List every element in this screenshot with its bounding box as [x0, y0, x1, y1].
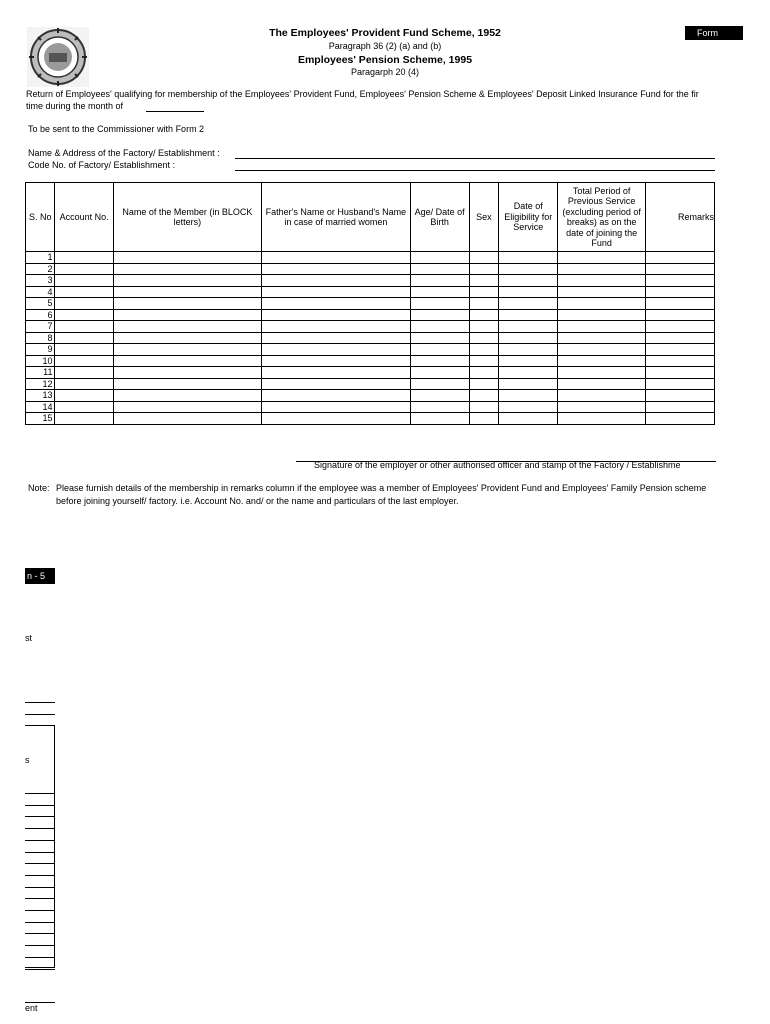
table-cell[interactable] — [262, 378, 411, 390]
table-cell[interactable] — [113, 286, 261, 298]
table-cell[interactable] — [410, 298, 469, 310]
table-cell[interactable] — [645, 332, 714, 344]
fragment-row-line — [25, 828, 55, 829]
table-row — [26, 401, 715, 413]
table-cell[interactable] — [113, 401, 261, 413]
table-row — [26, 390, 715, 402]
table-cell[interactable] — [410, 355, 469, 367]
table-cell[interactable] — [410, 332, 469, 344]
table-cell[interactable] — [262, 286, 411, 298]
table-cell[interactable] — [558, 378, 646, 390]
table-cell[interactable] — [55, 378, 113, 390]
table-cell[interactable] — [113, 252, 261, 264]
table-cell[interactable] — [499, 413, 558, 425]
table-cell[interactable] — [262, 263, 411, 275]
table-cell[interactable] — [469, 401, 499, 413]
table-cell[interactable] — [113, 321, 261, 333]
table-cell[interactable] — [55, 413, 113, 425]
table-cell[interactable] — [499, 378, 558, 390]
table-row — [26, 332, 715, 344]
row-number: 1 — [26, 252, 55, 264]
table-cell[interactable] — [262, 252, 411, 264]
table-row — [26, 378, 715, 390]
table-row — [26, 344, 715, 356]
table-cell[interactable] — [113, 367, 261, 379]
col-header-eligibility: Date of Eligibility for Service — [499, 183, 558, 252]
intro-text-month: time during the month of — [26, 101, 124, 111]
table-cell[interactable] — [645, 355, 714, 367]
fragment-line-2 — [25, 714, 55, 715]
table-cell[interactable] — [558, 252, 646, 264]
fragment-row-line — [25, 793, 55, 794]
table-row — [26, 321, 715, 333]
fragment-line-1 — [25, 702, 55, 703]
sent-to-text: To be sent to the Commissioner with Form 2 — [28, 124, 205, 134]
table-cell[interactable] — [645, 378, 714, 390]
table-cell[interactable] — [469, 390, 499, 402]
table-cell[interactable] — [410, 263, 469, 275]
col-header-sex: Sex — [469, 183, 499, 252]
fragment-row-line — [25, 852, 55, 853]
table-cell[interactable] — [469, 298, 499, 310]
table-cell[interactable] — [55, 252, 113, 264]
table-cell[interactable] — [558, 263, 646, 275]
table-cell[interactable] — [499, 298, 558, 310]
table-cell[interactable] — [558, 286, 646, 298]
table-cell[interactable] — [645, 413, 714, 425]
table-cell[interactable] — [469, 321, 499, 333]
table-cell[interactable] — [55, 309, 113, 321]
table-cell[interactable] — [499, 390, 558, 402]
table-cell[interactable] — [55, 286, 113, 298]
table-cell[interactable] — [113, 275, 261, 287]
table-cell[interactable] — [499, 275, 558, 287]
table-cell[interactable] — [645, 275, 714, 287]
table-row — [26, 298, 715, 310]
table-cell[interactable] — [499, 332, 558, 344]
intro-text: Return of Employees' qualifying for membership of the Employees' Provident Fund, Employees' Pension Scheme & Employees' Deposit Linked Insurance Fund for the fir — [26, 89, 699, 99]
col-header-account: Account No. — [55, 183, 113, 252]
table-cell[interactable] — [558, 309, 646, 321]
table-cell[interactable] — [558, 298, 646, 310]
col-header-member-name: Name of the Member (in BLOCK letters) — [113, 183, 261, 252]
table-cell[interactable] — [558, 275, 646, 287]
table-cell[interactable] — [469, 275, 499, 287]
table-cell[interactable] — [499, 252, 558, 264]
fragment-row-line — [25, 887, 55, 888]
col-header-previous-service: Total Period of Previous Service (excluding period of breaks) as on the date of joining the Fund — [558, 183, 646, 252]
fragment-table — [25, 725, 55, 968]
table-cell[interactable] — [262, 298, 411, 310]
form-number-tag: Form — [685, 26, 743, 40]
table-cell[interactable] — [410, 252, 469, 264]
table-cell[interactable] — [410, 367, 469, 379]
table-cell[interactable] — [499, 309, 558, 321]
table-cell[interactable] — [55, 298, 113, 310]
table-cell[interactable] — [262, 401, 411, 413]
note-text-2: before joining yourself/ factory. i.e. Account No. and/ or the name and particulars of the last employer. — [56, 496, 459, 506]
table-cell[interactable] — [645, 263, 714, 275]
fragment-row-line — [25, 933, 55, 934]
table-row — [26, 275, 715, 287]
month-input-line[interactable] — [146, 111, 204, 112]
scheme-title-1: The Employees' Provident Fund Scheme, 1952 — [269, 27, 501, 39]
table-cell[interactable] — [113, 413, 261, 425]
row-number: 11 — [26, 367, 55, 379]
table-cell[interactable] — [499, 344, 558, 356]
table-cell[interactable] — [262, 344, 411, 356]
table-cell[interactable] — [113, 378, 261, 390]
table-cell[interactable] — [55, 263, 113, 275]
fragment-row-line — [25, 922, 55, 923]
fragment-row-line — [25, 816, 55, 817]
table-cell[interactable] — [410, 309, 469, 321]
col-header-remarks: Remarks — [645, 183, 714, 252]
table-cell[interactable] — [262, 413, 411, 425]
table-cell[interactable] — [410, 321, 469, 333]
row-number: 15 — [26, 413, 55, 425]
table-cell[interactable] — [113, 309, 261, 321]
table-cell[interactable] — [558, 355, 646, 367]
note-label: Note: — [28, 483, 50, 493]
table-cell[interactable] — [499, 401, 558, 413]
table-cell[interactable] — [113, 298, 261, 310]
fragment-row-line — [25, 898, 55, 899]
fragment-row-line — [25, 910, 55, 911]
table-cell[interactable] — [55, 321, 113, 333]
paragraph-ref-1: Paragraph 36 (2) (a) and (b) — [328, 41, 442, 51]
table-cell[interactable] — [113, 355, 261, 367]
table-cell[interactable] — [262, 332, 411, 344]
signature-label: Signature of the employer or other authorised officer and stamp of the Factory / Establishme — [314, 460, 681, 470]
col-header-sno: S. No — [26, 183, 55, 252]
form-5-tag: n - 5 — [25, 568, 55, 584]
fragment-row-line — [25, 805, 55, 806]
table-cell[interactable] — [55, 401, 113, 413]
fragment-row-line — [25, 957, 55, 958]
row-number: 10 — [26, 355, 55, 367]
table-cell[interactable] — [645, 252, 714, 264]
code-label: Code No. of Factory/ Establishment : — [28, 160, 176, 170]
table-cell[interactable] — [645, 286, 714, 298]
table-cell[interactable] — [410, 390, 469, 402]
table-cell[interactable] — [262, 275, 411, 287]
table-cell[interactable] — [410, 413, 469, 425]
table-cell[interactable] — [645, 390, 714, 402]
table-row — [26, 252, 715, 264]
table-cell[interactable] — [558, 401, 646, 413]
row-number: 5 — [26, 298, 55, 310]
table-cell[interactable] — [113, 344, 261, 356]
table-cell[interactable] — [469, 286, 499, 298]
row-number: 7 — [26, 321, 55, 333]
paragraph-ref-2: Paragarph 20 (4) — [350, 67, 420, 77]
fragment-row-line — [25, 945, 55, 946]
table-cell[interactable] — [469, 332, 499, 344]
table-cell[interactable] — [558, 390, 646, 402]
table-cell[interactable] — [558, 321, 646, 333]
row-number: 8 — [26, 332, 55, 344]
table-cell[interactable] — [410, 378, 469, 390]
fragment-row-line — [25, 840, 55, 841]
code-field[interactable] — [235, 170, 715, 171]
table-row — [26, 263, 715, 275]
table-cell[interactable] — [469, 263, 499, 275]
table-cell[interactable] — [113, 263, 261, 275]
table-cell[interactable] — [262, 321, 411, 333]
table-cell[interactable] — [262, 309, 411, 321]
table-cell[interactable] — [499, 355, 558, 367]
table-cell[interactable] — [558, 332, 646, 344]
row-number: 13 — [26, 390, 55, 402]
row-number: 3 — [26, 275, 55, 287]
name-address-field[interactable] — [235, 158, 715, 159]
table-cell[interactable] — [469, 344, 499, 356]
note-text-1: Please furnish details of the membership in remarks column if the employee was a member of Employees' Provident Fund and Employees' Family Pension scheme — [56, 483, 707, 493]
table-cell[interactable] — [469, 355, 499, 367]
table-cell[interactable] — [410, 344, 469, 356]
table-cell[interactable] — [499, 263, 558, 275]
table-cell[interactable] — [55, 344, 113, 356]
table-cell[interactable] — [645, 367, 714, 379]
table-cell[interactable] — [645, 401, 714, 413]
table-cell[interactable] — [55, 355, 113, 367]
table-cell[interactable] — [558, 367, 646, 379]
table-row — [26, 286, 715, 298]
table-cell[interactable] — [262, 390, 411, 402]
table-cell[interactable] — [499, 321, 558, 333]
fragment-row-line — [25, 875, 55, 876]
fragment-text-1: st — [25, 633, 33, 643]
table-cell[interactable] — [55, 332, 113, 344]
row-number: 4 — [26, 286, 55, 298]
fragment-text-3: ent — [25, 1003, 38, 1013]
table-cell[interactable] — [410, 286, 469, 298]
table-cell[interactable] — [499, 286, 558, 298]
fragment-row-line — [25, 863, 55, 864]
table-cell[interactable] — [410, 275, 469, 287]
table-cell[interactable] — [113, 332, 261, 344]
row-number: 12 — [26, 378, 55, 390]
scheme-title-2: Employees' Pension Scheme, 1995 — [297, 54, 473, 66]
fragment-row-line — [25, 969, 55, 970]
table-row — [26, 367, 715, 379]
row-number: 6 — [26, 309, 55, 321]
table-cell[interactable] — [558, 344, 646, 356]
table-cell[interactable] — [262, 367, 411, 379]
table-cell[interactable] — [645, 309, 714, 321]
table-cell[interactable] — [469, 252, 499, 264]
row-number: 9 — [26, 344, 55, 356]
table-cell[interactable] — [645, 321, 714, 333]
table-cell[interactable] — [55, 275, 113, 287]
table-cell[interactable] — [645, 344, 714, 356]
table-cell[interactable] — [262, 355, 411, 367]
col-header-age: Age/ Date of Birth — [410, 183, 469, 252]
table-cell[interactable] — [410, 401, 469, 413]
table-header-row — [26, 183, 715, 252]
table-cell[interactable] — [469, 378, 499, 390]
table-cell[interactable] — [469, 309, 499, 321]
table-cell[interactable] — [55, 367, 113, 379]
table-cell[interactable] — [645, 298, 714, 310]
table-row — [26, 355, 715, 367]
table-cell[interactable] — [55, 390, 113, 402]
table-row — [26, 309, 715, 321]
table-cell[interactable] — [558, 413, 646, 425]
row-number: 2 — [26, 263, 55, 275]
row-number: 14 — [26, 401, 55, 413]
table-cell[interactable] — [469, 367, 499, 379]
table-cell[interactable] — [113, 390, 261, 402]
name-address-label: Name & Address of the Factory/ Establishment : — [28, 148, 220, 158]
col-header-father-name: Father's Name or Husband's Name in case of married women — [262, 183, 411, 252]
table-row — [26, 413, 715, 425]
table-cell[interactable] — [499, 367, 558, 379]
fragment-text-2: s — [25, 755, 30, 765]
table-cell[interactable] — [469, 413, 499, 425]
members-table — [25, 182, 715, 425]
